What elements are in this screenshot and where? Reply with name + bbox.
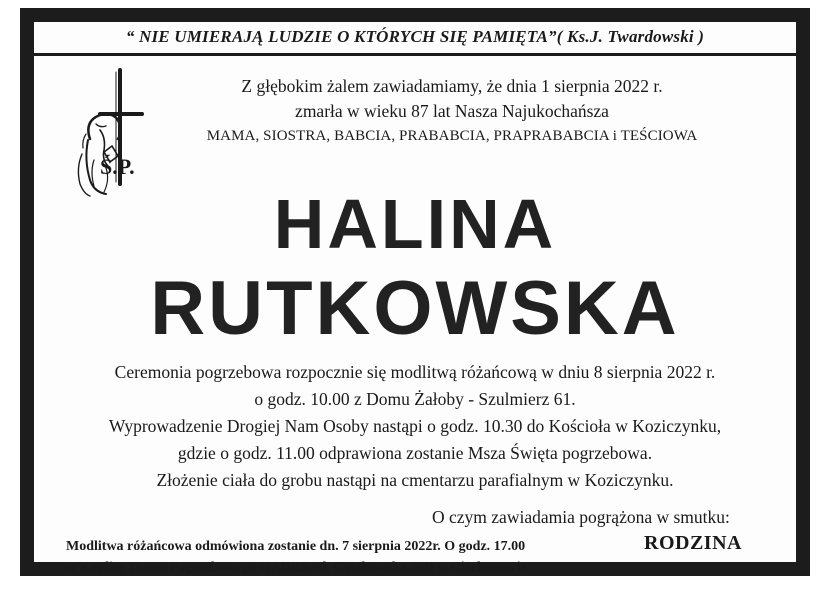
sp-label: Ś.P. bbox=[100, 154, 135, 179]
motto-quote: “ NIE UMIERAJĄ LUDZIE O KTÓRYCH SIĘ PAMIĘTA”( Ks.J. Twardowski ) bbox=[125, 27, 705, 46]
ceremony-line: Złożenie ciała do grobu nastąpi na cmentarzu parafialnym w Koziczynku. bbox=[156, 470, 674, 490]
ceremony-line: gdzie o godz. 11.00 odprawiona zostanie Msza Święta pogrzebowa. bbox=[177, 443, 653, 463]
ceremony-details bbox=[52, 359, 778, 494]
ceremony-line: Wyprowadzenie Drogiej Nam Osoby nastąpi o godz. 10.30 do Kościoła w Koziczynku, bbox=[108, 416, 722, 436]
ceremony-line: o godz. 10.00 z Domu Żałoby - Szulmierz 61. bbox=[254, 389, 576, 409]
intro-line: zmarła w wieku 87 lat Nasza Najukochańsza bbox=[295, 101, 609, 121]
cross-with-praying-jesus-icon bbox=[60, 64, 170, 204]
divider bbox=[34, 53, 796, 56]
rosary-line: w Kaplicy Domu Pogrzebowego HADES, ul. Gostkowska 39B w Ciechanowie bbox=[66, 560, 527, 575]
obituary-frame bbox=[20, 8, 810, 576]
deceased-first-name: HALINA bbox=[273, 185, 557, 263]
rosary-line: Modlitwa różańcowa odmówiona zostanie dn. 7 sierpnia 2022r. O godz. 17.00 bbox=[66, 539, 526, 554]
family-signature: RODZINA bbox=[644, 532, 742, 554]
deceased-last-name: RUTKOWSKA bbox=[150, 266, 680, 351]
obituary-content bbox=[52, 24, 778, 575]
relations-line: MAMA, SIOSTRA, BABCIA, PRABABCIA, PRAPRABABCIA i TEŚCIOWA bbox=[206, 128, 698, 144]
rosary-info bbox=[66, 536, 527, 578]
sorrow-line: O czym zawiadamia pogrążona w smutku: bbox=[432, 507, 730, 527]
announcement-intro bbox=[172, 74, 732, 149]
ceremony-line: Ceremonia pogrzebowa rozpocznie się modlitwą różańcową w dniu 8 sierpnia 2022 r. bbox=[114, 362, 716, 382]
intro-line: Z głębokim żalem zawiadamiamy, że dnia 1 sierpnia 2022 r. bbox=[241, 76, 663, 96]
